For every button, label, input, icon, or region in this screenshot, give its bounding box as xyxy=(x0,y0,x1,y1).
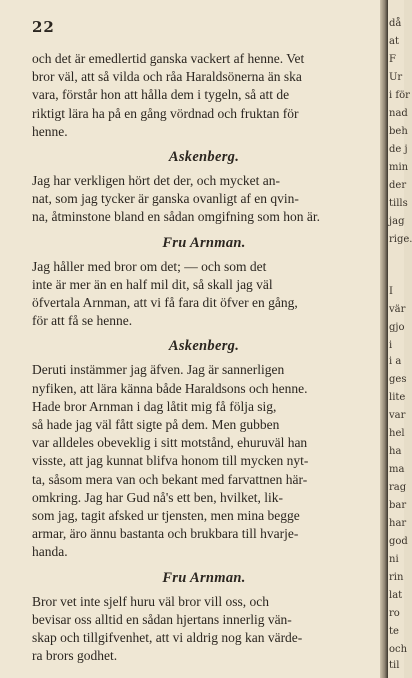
text-line: ra brors godhet. xyxy=(32,648,118,664)
paragraph xyxy=(32,361,376,561)
adjacent-page-fragment: Ur xyxy=(389,72,403,83)
adjacent-page-fragment: har xyxy=(389,518,407,529)
text-line: nyfiken, att lära känna både Haraldsons och henne. xyxy=(32,380,308,396)
text-line: vara, förstår hon att hålla dem i tygeln, så att de xyxy=(32,87,290,103)
adjacent-page-fragment: i a xyxy=(389,356,402,367)
adjacent-page-fragment: och xyxy=(389,644,408,655)
book-gutter xyxy=(380,0,388,678)
text-line: Jag har verkligen hört det der, och mycket an- xyxy=(32,173,280,189)
adjacent-page-fragment: bar xyxy=(389,500,407,511)
adjacent-page-fragment: rin xyxy=(389,572,404,583)
text-line: ta, såsom mera van och bekant med farvattnen här- xyxy=(32,471,308,487)
adjacent-page-fragment: ha xyxy=(389,446,402,457)
text-line: Hade bror Arnman i dag låtit mig få följa sig, xyxy=(32,398,277,414)
text-line: skap och tillgifvenhet, att vi aldrig nog kan värde- xyxy=(32,630,303,646)
adjacent-page-fragment: lat xyxy=(389,590,403,601)
adjacent-page-fragment: vär xyxy=(389,304,406,315)
speaker-heading: Fru Arnman. xyxy=(162,234,246,251)
adjacent-page-fragment: hel xyxy=(389,428,405,439)
adjacent-page-fragment: lite xyxy=(389,392,406,403)
adjacent-page-edge xyxy=(388,0,412,678)
text-line: och det är emedlertid ganska vackert af henne. Vet xyxy=(32,51,305,66)
text-line: var alldeles obeveklig i sitt motstånd, ehuruväl han xyxy=(32,435,308,451)
adjacent-page-fragment: beh xyxy=(389,126,408,137)
adjacent-page-fragment: rag xyxy=(389,482,407,493)
text-line: henne. xyxy=(32,123,68,139)
text-line: visste, att jag kunnat blifva honom till mycken nyt- xyxy=(32,453,309,469)
text-line: som jag, tagit afsked ur tjensten, men mina begge xyxy=(32,508,300,524)
paragraph xyxy=(32,50,376,141)
text-line: bevisar oss alltid en sådan hjertans innerlig vän- xyxy=(32,611,292,627)
text-line: handa. xyxy=(32,544,68,560)
adjacent-page-fragment: gjo xyxy=(389,322,405,333)
text-line: nat, som jag tycker är ganska ovanligt af en qvin- xyxy=(32,191,299,207)
adjacent-page-fragment: at xyxy=(389,36,399,47)
adjacent-page-fragment: god xyxy=(389,536,408,547)
adjacent-page-fragment: i xyxy=(389,340,393,351)
adjacent-page-fragment: tills xyxy=(389,198,408,209)
adjacent-page-fragment: til xyxy=(389,660,400,671)
adjacent-page-fragment: var xyxy=(389,410,406,421)
adjacent-page-fragment: i för xyxy=(389,90,410,101)
page-text xyxy=(32,50,376,665)
adjacent-page-fragment: te xyxy=(389,626,399,637)
text-line: Jag håller med bror om det; — och som det xyxy=(32,258,267,274)
text-line: riktigt lära ha på en gång vördnad och fruktan för xyxy=(32,105,299,121)
speaker-heading: Fru Arnman. xyxy=(162,569,246,586)
text-line: armar, äro ännu bastanta och brukbara till hvarje- xyxy=(32,526,299,542)
speaker-heading: Askenberg. xyxy=(168,338,240,355)
adjacent-page-fragment: nad xyxy=(389,108,408,119)
text-line: så hade jag väl fått sigte på dem. Men gubben xyxy=(32,417,280,433)
adjacent-page-fragment: ni xyxy=(389,554,399,565)
adjacent-page-fragment: ges xyxy=(389,374,407,385)
page-number: 22 xyxy=(32,18,55,36)
adjacent-page-fragment: min xyxy=(389,162,409,173)
text-line: na, åtminstone bland en sådan omgifning som hon är. xyxy=(32,209,320,225)
adjacent-page-fragment: jag xyxy=(389,216,405,227)
adjacent-page-fragment: de j xyxy=(389,144,408,155)
adjacent-page-fragment: ma xyxy=(389,464,405,475)
paragraph xyxy=(32,593,376,666)
text-line: Bror vet inte sjelf huru väl bror vill oss, och xyxy=(32,593,269,609)
adjacent-page-fragment: der xyxy=(389,180,407,191)
text-line: Deruti instämmer jag äfven. Jag är sannerligen xyxy=(32,362,285,378)
adjacent-page-fragment: ro xyxy=(389,608,400,619)
text-line: öfvertala Arnman, att vi få fara dit öfver en gång, xyxy=(32,295,298,311)
speaker-heading: Askenberg. xyxy=(168,149,240,166)
adjacent-page-fragment: rige. xyxy=(389,234,412,245)
adjacent-page-fragment: då xyxy=(389,18,402,29)
text-line: för att få se henne. xyxy=(32,313,133,329)
text-line: inte är mer än en half mil dit, så skall jag väl xyxy=(32,276,273,292)
text-line: bror väl, att så vilda och råa Haraldsönerna än ska xyxy=(32,69,302,85)
paragraph xyxy=(32,258,376,331)
adjacent-page-fragment: F xyxy=(389,54,396,65)
paragraph xyxy=(32,172,376,227)
text-line: omkring. Jag har Gud nå's ett ben, hvilket, lik- xyxy=(32,489,284,505)
adjacent-page-fragment: I xyxy=(389,286,393,297)
